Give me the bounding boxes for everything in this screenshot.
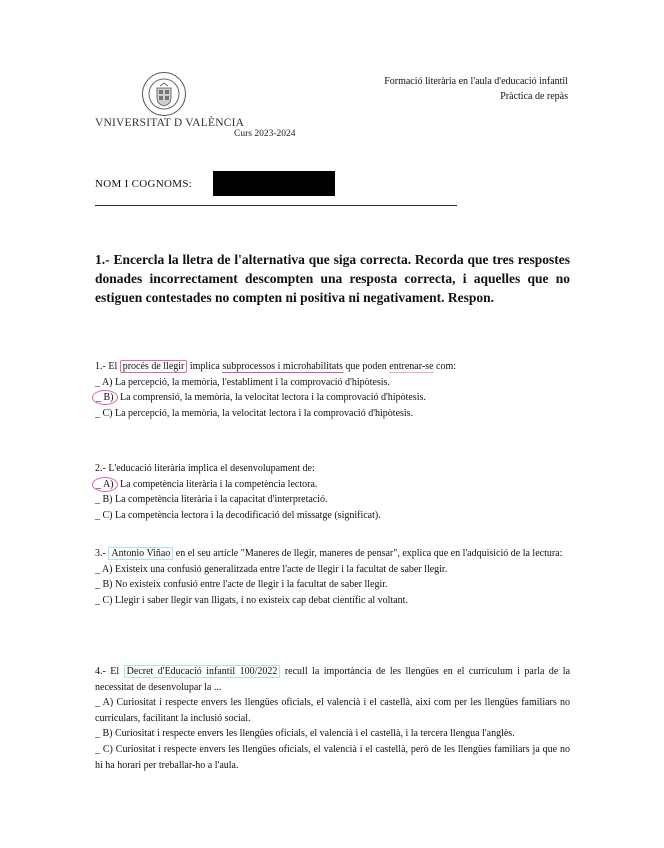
highlight-underline: subprocessos i microhabilitats: [222, 361, 343, 372]
highlight-box: Decret d'Educació infantil 100/2022: [124, 665, 281, 678]
highlight-underline: entrenar-se: [389, 361, 434, 372]
highlight-box: procés de llegir: [120, 360, 188, 373]
highlight-box: Antonio Viñao: [108, 547, 173, 560]
question-2-stem: 2.- L'educació literària implica el desenvolupament de:: [95, 463, 315, 474]
option-b[interactable]: _ B) La competència literària i la capacitat d'interpretació.: [95, 494, 328, 506]
document-header: [384, 74, 568, 104]
section-title: 1.- Encercla la lletra de l'alternativa que siga correcta. Recorda que tres respostes donades incorrectament descompten una resposta correcta, i aquelles que no estiguen contestades no compten ni positiva ni negativament. Respon.: [95, 252, 570, 305]
option-c[interactable]: _ C) La competència lectora i la decodificació del missatge (significat).: [95, 509, 381, 521]
university-logo: [95, 72, 245, 144]
name-label: NOM I COGNOMS:: [95, 178, 193, 190]
option-c[interactable]: _ C) La percepció, la memòria, la velocitat lectora i la comprovació d'hipòtesis.: [95, 407, 414, 419]
university-seal-icon: [142, 72, 186, 116]
option-a[interactable]: _ A) La competència literària i la competència lectora.: [95, 477, 570, 493]
question-1: [95, 359, 570, 421]
question-1-stem: 1.- El procés de llegir implica subprocessos i microhabilitats que poden entrenar-se com:: [95, 361, 457, 372]
course-year: Curs 2023-2024: [234, 129, 296, 139]
question-2: [95, 461, 570, 523]
redacted-name: [213, 171, 335, 196]
question-4: [95, 664, 570, 773]
answer-circle: _ A): [92, 477, 118, 492]
option-b[interactable]: _ B) Curiositat i respecte envers les llengües oficials, el valencià i el castellà, i la tercera llengua l'anglès.: [95, 728, 515, 740]
option-b[interactable]: _ B) La comprensió, la memòria, la velocitat lectora i la comprovació d'hipòtesis.: [95, 390, 570, 406]
university-name: VNIVERSITAT D VALÈNCIA: [95, 117, 245, 129]
option-a[interactable]: _ A) La percepció, la memòria, l'establiment i la comprovació d'hipòtesis.: [95, 376, 390, 388]
name-line: [95, 205, 457, 206]
question-3: [95, 546, 570, 608]
option-a[interactable]: _ A) Curiositat i respecte envers les llengües oficials, el valencià i el castellà, així com per les llengües familiars no curriculars, facilitant la inclusió social.: [95, 697, 570, 724]
option-c[interactable]: _ C) Curiositat i respecte envers les llengües oficials, el valencià i el castellà, però de les llengües familiars ja que no hi ha horari per treballar-ho a l'aula.: [95, 743, 570, 771]
question-3-stem: 3.- Antonio Viñao en el seu article "Maneres de llegir, maneres de pensar", explica que en l'adquisició de la lectura:: [95, 548, 563, 559]
practice-title: Pràctica de repàs: [500, 91, 568, 102]
answer-circle: _ B): [92, 390, 118, 405]
option-b[interactable]: _ B) No existeix confusió entre l'acte de llegir i la facultat de saber llegir.: [95, 579, 388, 591]
option-a[interactable]: _ A) Existeix una confusió generalitzada entre l'acte de llegir i la facultat de saber llegir.: [95, 563, 448, 575]
question-4-stem: 4.- El Decret d'Educació infantil 100/2022 recull la importància de les llengües en el currículum i parla de la necessitat de desenvolupar la ...: [95, 666, 571, 693]
option-c[interactable]: _ C) Llegir i saber llegir van lligats, i no existeix cap debat científic al voltant.: [95, 594, 408, 606]
subject-title: Formació literària en l'aula d'educació infantil: [384, 76, 568, 87]
